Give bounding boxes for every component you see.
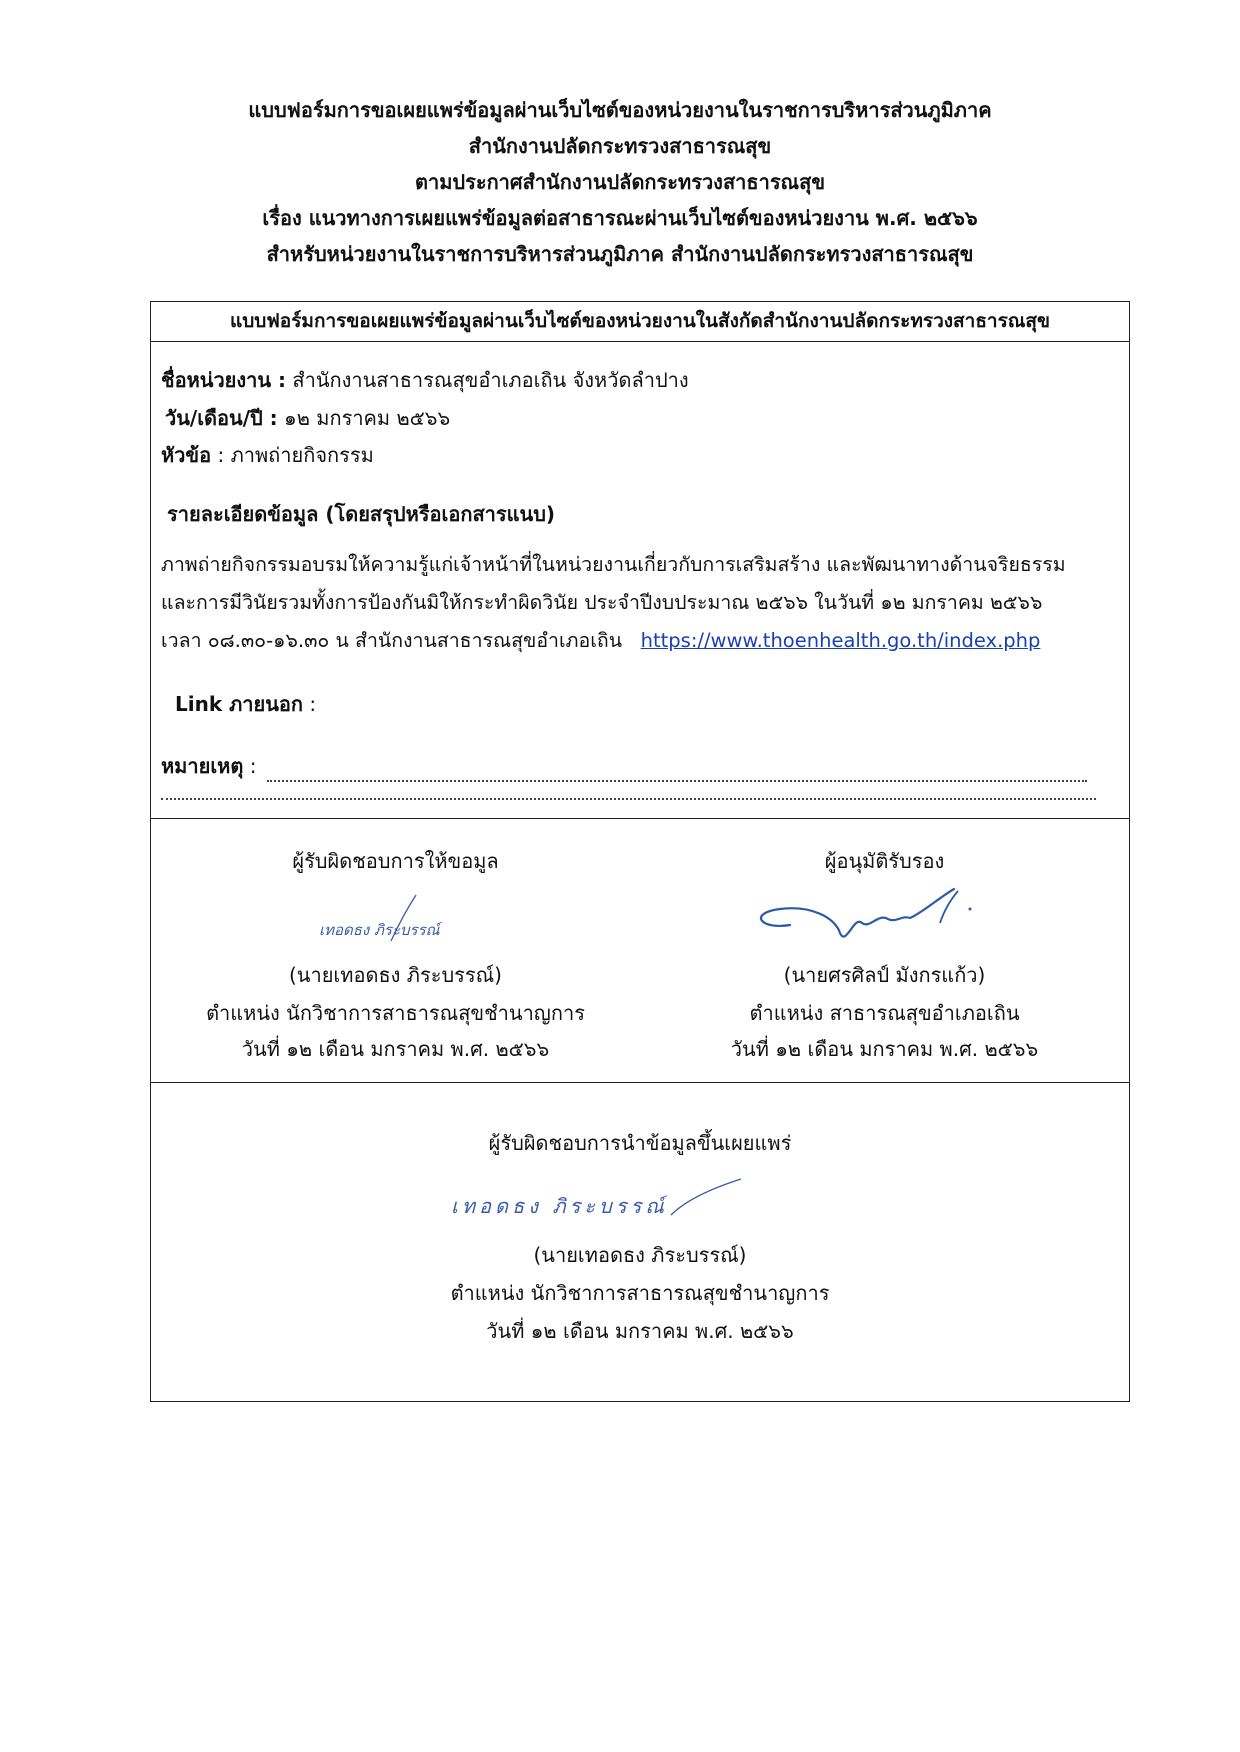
detail-heading: รายละเอียดข้อมูล (โดยสรุปหรือเอกสารแนบ) bbox=[167, 502, 556, 526]
date-label: วัน/เดือน/ปี : bbox=[165, 406, 278, 430]
note-field bbox=[161, 750, 1087, 782]
publisher-signature-text: เทอดธง ภิระบรรณ์ bbox=[451, 1194, 668, 1218]
publisher-position: ตำแหน่ง นักวิชาการสาธารณสุขชำนาญการ bbox=[450, 1281, 830, 1305]
agency-label: ชื่อหน่วยงาน : bbox=[161, 368, 287, 392]
approver-signature-block bbox=[640, 819, 1129, 1082]
date-field bbox=[165, 402, 450, 434]
approver-name: (นายศรศิลป์ มังกรแก้ว) bbox=[783, 963, 986, 987]
topic-label: หัวข้อ bbox=[161, 443, 212, 467]
publisher-section bbox=[151, 1083, 1129, 1401]
topic-field bbox=[161, 439, 374, 471]
header-line-3: ตามประกาศสำนักงานปลัดกระทรวงสาธารณสุข bbox=[414, 170, 825, 194]
note-dotted-line-1 bbox=[267, 762, 1087, 782]
publisher-signature-icon bbox=[151, 1175, 1129, 1231]
note-label: หมายเหตุ bbox=[161, 754, 244, 778]
provider-date: วันที่ ๑๒ เดือน มกราคม พ.ศ. ๒๕๖๖ bbox=[241, 1037, 550, 1061]
header-line-2: สำนักงานปลัดกระทรวงสาธารณสุข bbox=[468, 134, 772, 158]
detail-line-2: และการมีวินัยรวมทั้งการป้องกันมิให้กระทำผิดวินัย ประจำปีงบประมาณ ๒๕๖๖ ในวันที่ ๑๒ มกราคม ๒๕๖๖ bbox=[161, 591, 1043, 614]
publication-form bbox=[150, 301, 1130, 1402]
topic-value: : ภาพถ่ายกิจกรรม bbox=[217, 443, 374, 467]
document-header bbox=[0, 92, 1240, 272]
detail-line-1: ภาพถ่ายกิจกรรมอบรมให้ความรู้แก่เจ้าหน้าที่ในหน่วยงานเกี่ยวกับการเสริมสร้าง และพัฒนาทางด้านจริยธรรม bbox=[161, 553, 1066, 576]
external-link-field bbox=[175, 688, 316, 720]
approver-position: ตำแหน่ง สาธารณสุขอำเภอเถิน bbox=[749, 1001, 1020, 1025]
publisher-name: (นายเทอดธง ภิระบรรณ์) bbox=[533, 1243, 747, 1267]
form-title: แบบฟอร์มการขอเผยแพร่ข้อมูลผ่านเว็บไซต์ของหน่วยงานในสังกัดสำนักงานปลัดกระทรวงสาธารณสุข bbox=[151, 302, 1129, 342]
provider-position: ตำแหน่ง นักวิชาการสาธารณสุขชำนาญการ bbox=[206, 1001, 585, 1025]
date-value: ๑๒ มกราคม ๒๕๖๖ bbox=[284, 406, 451, 430]
external-link-separator: : bbox=[309, 692, 317, 716]
header-line-1: แบบฟอร์มการขอเผยแพร่ข้อมูลผ่านเว็บไซต์ของหน่วยงานในราชการบริหารส่วนภูมิภาค bbox=[248, 98, 992, 122]
signature-section bbox=[151, 818, 1129, 1083]
provider-name: (นายเทอดธง ภิระบรรณ์) bbox=[289, 963, 502, 987]
provider-signature-block bbox=[151, 819, 640, 1082]
publisher-role: ผู้รับผิดชอบการนำข้อมูลขึ้นเผยแพร่ bbox=[488, 1131, 792, 1155]
detail-text bbox=[161, 546, 1121, 660]
detail-line-3-text: เวลา ๐๘.๓๐-๑๖.๓๐ น สำนักงานสาธารณสุขอำเภอเถิน bbox=[161, 629, 623, 652]
note-dotted-line-2 bbox=[161, 798, 1096, 800]
header-line-5: สำหรับหน่วยงานในราชการบริหารส่วนภูมิภาค สำนักงานปลัดกระทรวงสาธารณสุข bbox=[266, 242, 974, 266]
note-separator: : bbox=[249, 754, 257, 778]
detail-url-link[interactable]: https://www.thoenhealth.go.th/index.php bbox=[640, 629, 1041, 652]
approver-role: ผู้อนุมัติรับรอง bbox=[824, 849, 945, 873]
provider-signature-icon bbox=[151, 885, 640, 955]
publisher-date: วันที่ ๑๒ เดือน มกราคม พ.ศ. ๒๕๖๖ bbox=[486, 1319, 794, 1343]
approver-signature-icon bbox=[640, 885, 1129, 955]
external-link-label: Link ภายนอก bbox=[175, 692, 304, 716]
provider-role: ผู้รับผิดชอบการให้ขอมูล bbox=[292, 849, 499, 873]
provider-signature-text: เทอดธง ภิระบรรณ์ bbox=[319, 921, 440, 939]
detail-line-3 bbox=[161, 622, 1121, 660]
agency-value: สำนักงานสาธารณสุขอำเภอเถิน จังหวัดลำปาง bbox=[292, 368, 689, 392]
approver-date: วันที่ ๑๒ เดือน มกราคม พ.ศ. ๒๕๖๖ bbox=[730, 1037, 1039, 1061]
header-line-4: เรื่อง แนวทางการเผยแพร่ข้อมูลต่อสาธารณะผ่านเว็บไซต์ของหน่วยงาน พ.ศ. ๒๕๖๖ bbox=[262, 206, 978, 230]
agency-field bbox=[161, 364, 689, 396]
